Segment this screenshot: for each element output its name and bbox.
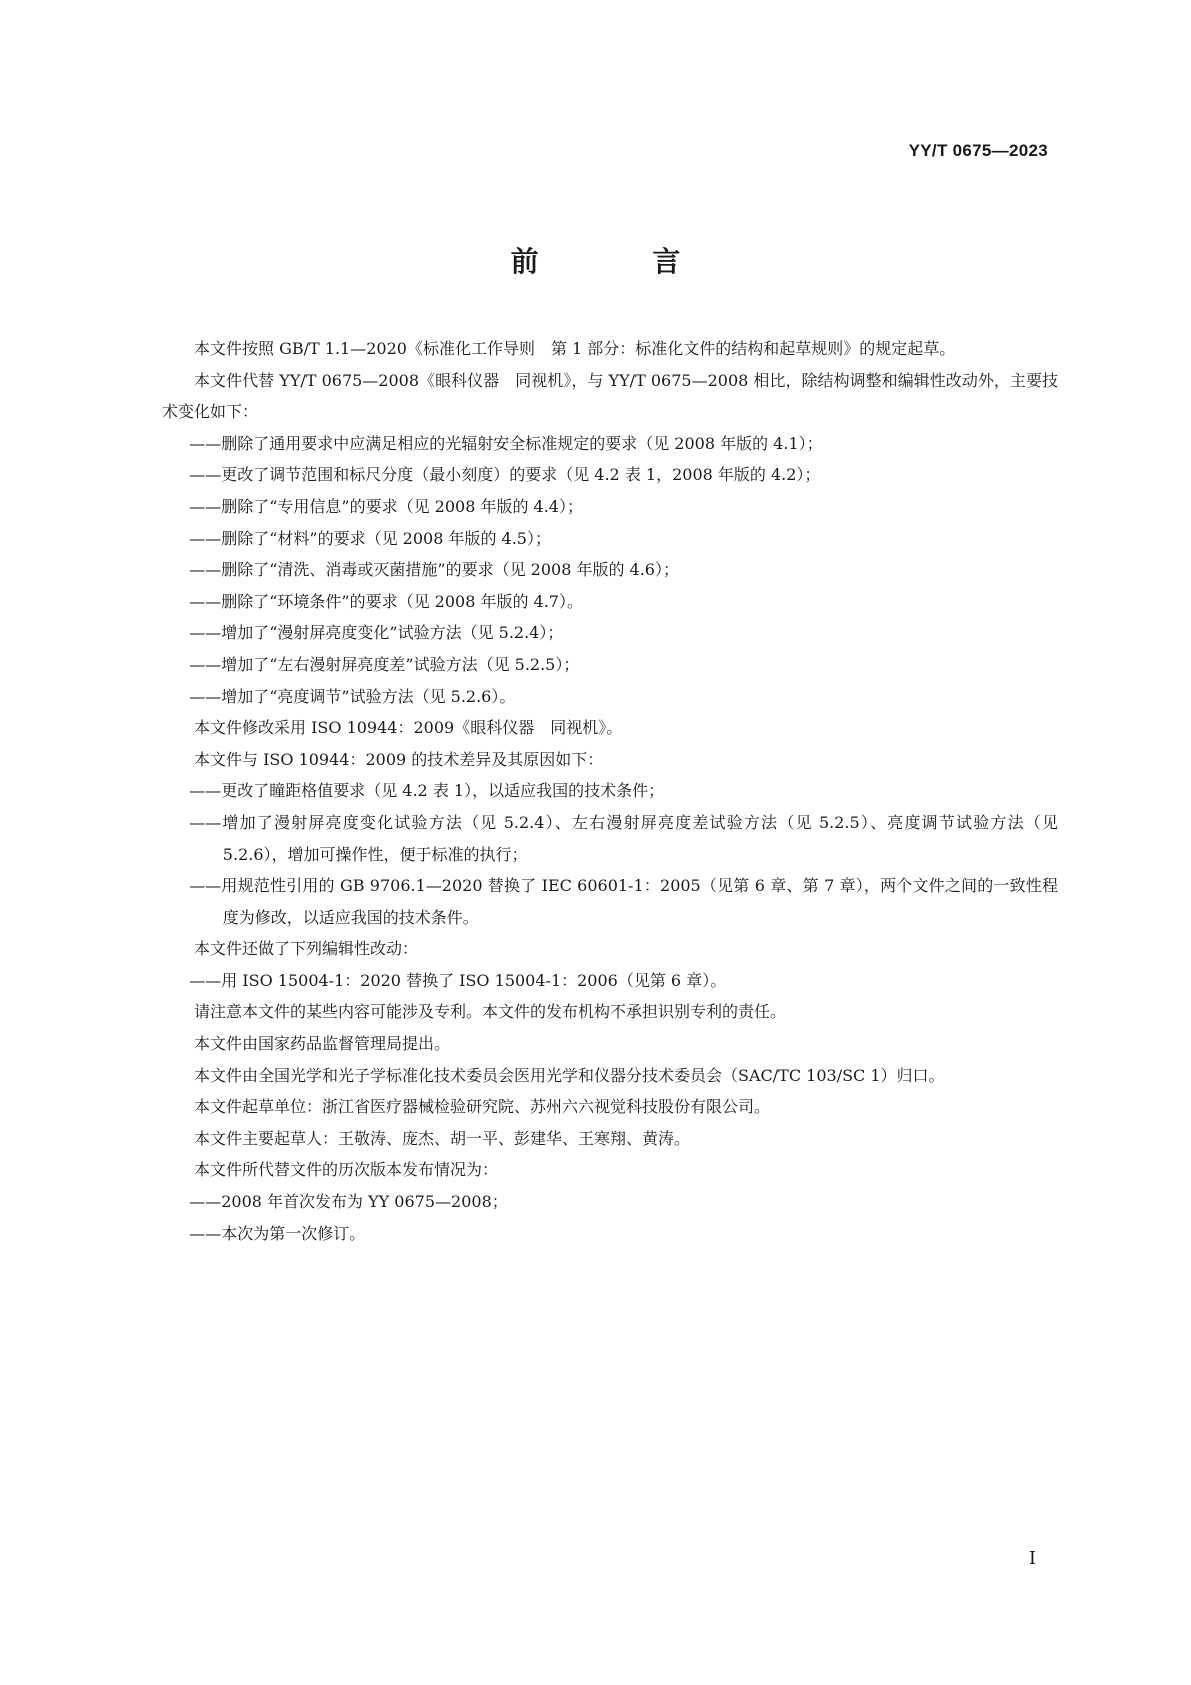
document-body bbox=[162, 333, 1058, 1249]
paragraph: 本文件起草单位：浙江省医疗器械检验研究院、苏州六六视觉科技股份有限公司。 bbox=[194, 1097, 771, 1117]
list-item: ——本次为第一次修订。 bbox=[189, 1223, 366, 1243]
list-item: ——增加了漫射屏亮度变化试验方法（见 5.2.4）、左右漫射屏亮度差试验方法（见 5.2.5）、亮度调节试验方法（见 5.2.6），增加可操作性，便于标准的执行； bbox=[189, 812, 1058, 864]
paragraph: 本文件主要起草人：王敬涛、庞杰、胡一平、彭建华、王寒翔、黄涛。 bbox=[194, 1128, 691, 1148]
list-item: ——增加了“亮度调节”试验方法（见 5.2.6）。 bbox=[189, 686, 516, 706]
list-item: ——用 ISO 15004-1：2020 替换了 ISO 15004-1：2006（见第 6 章）。 bbox=[189, 970, 727, 990]
list-item: ——增加了“漫射屏亮度变化”试验方法（见 5.2.4）； bbox=[189, 623, 564, 643]
paragraph: 本文件所代替文件的历次版本发布情况为： bbox=[194, 1160, 499, 1180]
document-code: YY/T 0675—2023 bbox=[908, 141, 1048, 160]
paragraph: 本文件还做了下列编辑性改动： bbox=[194, 939, 419, 959]
list-item: ——更改了调节范围和标尺分度（最小刻度）的要求（见 4.2 表 1，2008 年版的 4.2）； bbox=[189, 465, 821, 485]
paragraph: 本文件与 ISO 10944：2009 的技术差异及其原因如下： bbox=[194, 749, 604, 769]
paragraph: 本文件按照 GB/T 1.1—2020《标准化工作导则 第 1 部分：标准化文件的结构和起草规则》的规定起草。 bbox=[194, 339, 956, 358]
page-number: I bbox=[1028, 1548, 1036, 1569]
paragraph: 本文件修改采用 ISO 10944：2009《眼科仪器 同视机》。 bbox=[194, 718, 623, 738]
list-item: ——删除了通用要求中应满足相应的光辐射安全标准规定的要求（见 2008 年版的 4.1）； bbox=[189, 433, 823, 453]
list-item: ——2008 年首次发布为 YY 0675—2008； bbox=[189, 1192, 508, 1212]
paragraph: 本文件代替 YY/T 0675—2008《眼科仪器 同视机》，与 YY/T 0675—2008 相比，除结构调整和编辑性改动外，主要技术变化如下： bbox=[162, 370, 1058, 422]
list-item: ——删除了“材料”的要求（见 2008 年版的 4.5）； bbox=[189, 528, 551, 548]
paragraph: 请注意本文件的某些内容可能涉及专利。本文件的发布机构不承担识别专利的责任。 bbox=[194, 1002, 787, 1022]
list-item: ——删除了“环境条件”的要求（见 2008 年版的 4.7）。 bbox=[189, 591, 583, 611]
list-item: ——删除了“清洗、消毒或灭菌措施”的要求（见 2008 年版的 4.6）； bbox=[189, 560, 679, 580]
list-item: ——删除了“专用信息”的要求（见 2008 年版的 4.4）； bbox=[189, 496, 583, 516]
paragraph: 本文件由国家药品监督管理局提出。 bbox=[194, 1034, 451, 1054]
list-item: ——增加了“左右漫射屏亮度差”试验方法（见 5.2.5）； bbox=[189, 654, 580, 674]
page-title: 前 言 bbox=[510, 245, 733, 278]
list-item: ——用规范性引用的 GB 9706.1—2020 替换了 IEC 60601-1：2005（见第 6 章、第 7 章），两个文件之间的一致性程度为修改，以适应我国的技术条件。 bbox=[189, 876, 1058, 927]
list-item: ——更改了瞳距格值要求（见 4.2 表 1），以适应我国的技术条件； bbox=[189, 781, 665, 801]
paragraph: 本文件由全国光学和光子学标准化技术委员会医用光学和仪器分技术委员会（SAC/TC 103/SC 1）归口。 bbox=[194, 1065, 945, 1085]
